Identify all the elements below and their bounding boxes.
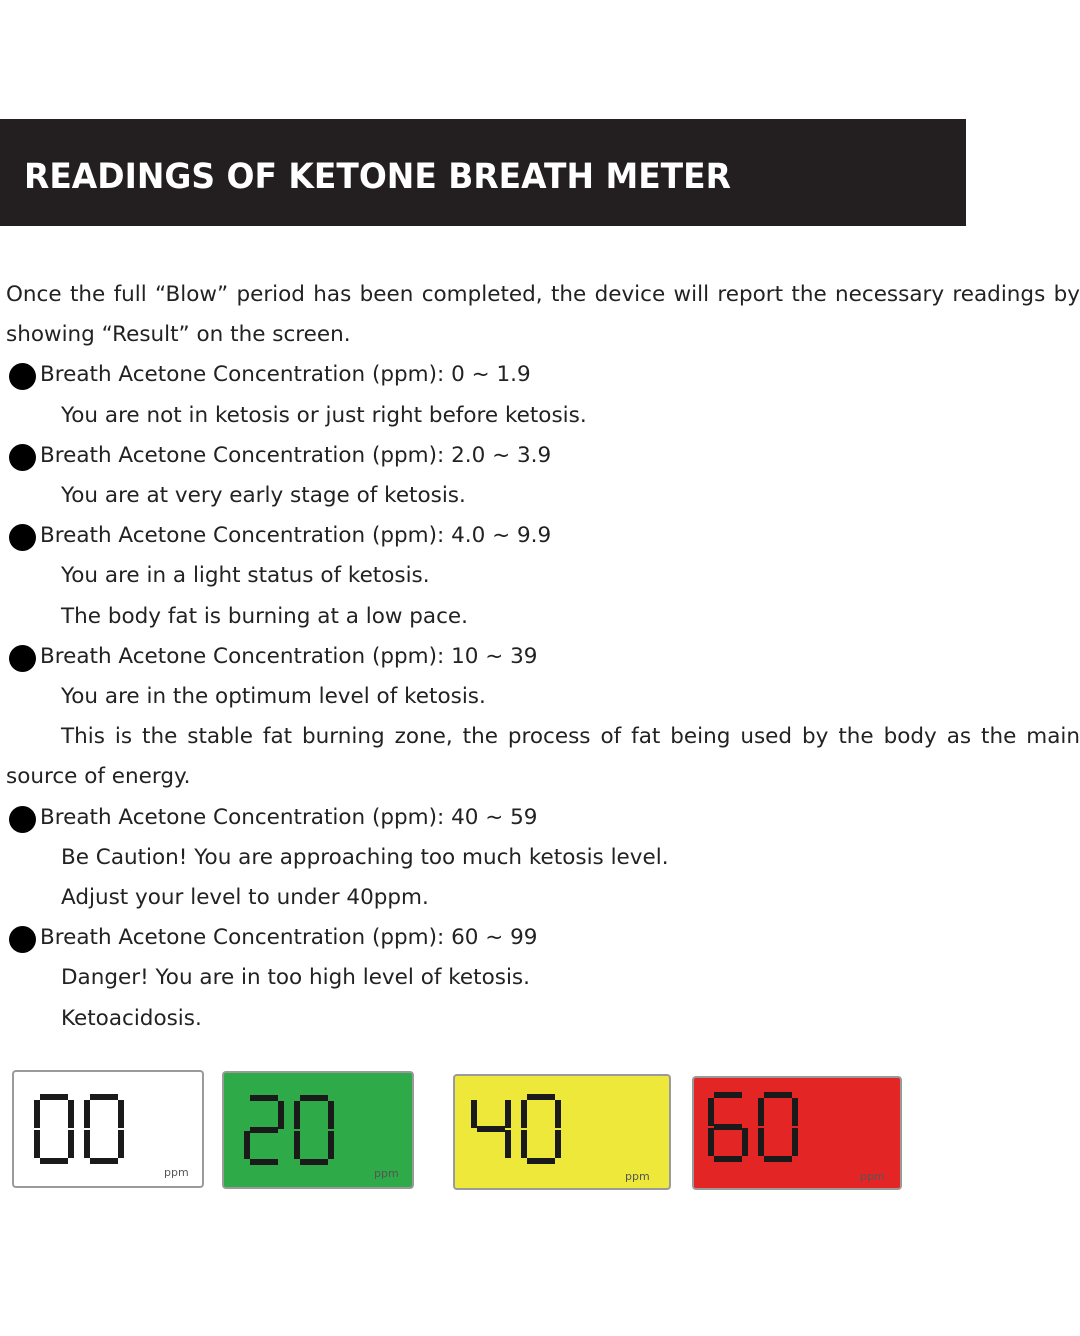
digit-segment [300,1159,328,1165]
digit-segment [714,1124,742,1130]
bullet-icon [9,363,36,390]
reading-range-4 [6,798,1080,838]
bullet-icon [9,926,36,953]
digit-segment [555,1100,561,1128]
meter-displays [0,1066,1080,1196]
digit-segment [714,1156,742,1162]
meter-display-00 [12,1070,204,1188]
digit-segment [555,1130,561,1158]
digit-segment [118,1100,124,1128]
reading-label: Breath Acetone Concentration (ppm): 10 ~ 39 [40,643,538,669]
unit-label: ppm [860,1170,885,1183]
bullet-icon [9,645,36,672]
meter-digits-40 [471,1094,591,1174]
unit-label: ppm [625,1170,650,1183]
meter-digits-60 [708,1092,828,1172]
meter-digits-00 [34,1094,154,1174]
digit-segment [34,1130,40,1158]
reading-description: You are in a light status of ketosis. [61,563,430,589]
bullet-icon [9,806,36,833]
digit-segment [278,1101,284,1129]
digit-segment [708,1128,714,1156]
page-title: READINGS OF KETONE BREATH METER [24,157,731,197]
reading-range-5 [6,918,1080,958]
digit-segment [758,1098,764,1126]
unit-label: ppm [374,1167,399,1180]
intro-line-1: Once the full “Blow” period has been completed, the device will report the necessary readings by [6,282,1080,307]
reading-description: Danger! You are in too high level of ketosis. [61,965,530,991]
digit-segment [521,1130,527,1158]
reading-description: The body fat is burning at a low pace. [61,603,468,629]
bullet-icon [9,524,36,551]
digit-segment [294,1131,300,1159]
digit-segment [792,1098,798,1126]
digit-segment [40,1158,68,1164]
digit-segment [328,1131,334,1159]
reading-label: Breath Acetone Concentration (ppm): 4.0 ~ 9.9 [40,523,552,549]
title-banner [0,119,966,226]
reading-description: Be Caution! You are approaching too much ketosis level. [61,844,669,870]
digit-segment [300,1095,328,1101]
digit-segment [68,1100,74,1128]
digit-segment [84,1130,90,1158]
digit-segment [714,1092,742,1098]
digit-segment [250,1159,278,1165]
digit-segment [708,1098,714,1126]
reading-description: You are in the optimum level of ketosis. [61,684,486,710]
digit-segment [527,1094,555,1100]
digit-segment [90,1158,118,1164]
digit-segment [328,1101,334,1129]
digit-segment [250,1127,278,1133]
digit-segment [742,1128,748,1156]
digit-segment [505,1100,511,1128]
digit-segment [250,1095,278,1101]
meter-display-20 [222,1071,414,1189]
reading-range-2 [6,516,1080,556]
digit-segment [40,1094,68,1100]
bullet-icon [9,444,36,471]
digit-segment [84,1100,90,1128]
digit-segment [118,1130,124,1158]
digit-segment [758,1128,764,1156]
reading-range-1 [6,436,1080,476]
reading-range-3 [6,637,1080,677]
reading-label: Breath Acetone Concentration (ppm): 0 ~ 1.9 [40,362,531,388]
reading-description: source of energy. [6,764,191,790]
digit-segment [477,1126,505,1132]
reading-range-0 [6,355,1080,395]
instructions-body [6,275,1080,1039]
digit-segment [294,1101,300,1129]
meter-display-60 [692,1076,902,1190]
unit-label: ppm [164,1166,189,1179]
reading-label: Breath Acetone Concentration (ppm): 2.0 ~ 3.9 [40,442,552,468]
digit-segment [244,1131,250,1159]
intro-line-2: showing “Result” on the screen. [6,322,351,348]
digit-segment [521,1100,527,1128]
reading-description: You are at very early stage of ketosis. [61,483,466,509]
digit-segment [764,1156,792,1162]
digit-segment [764,1092,792,1098]
digit-segment [527,1158,555,1164]
digit-segment [34,1100,40,1128]
digit-segment [471,1100,477,1128]
reading-label: Breath Acetone Concentration (ppm): 60 ~ 99 [40,925,538,951]
meter-display-40 [453,1074,671,1190]
reading-description: Ketoacidosis. [61,1005,202,1031]
digit-segment [792,1128,798,1156]
reading-description: Adjust your level to under 40ppm. [61,885,429,911]
reading-description: You are not in ketosis or just right before ketosis. [61,402,587,428]
reading-label: Breath Acetone Concentration (ppm): 40 ~ 59 [40,804,538,830]
digit-segment [90,1094,118,1100]
meter-digits-20 [244,1095,364,1175]
digit-segment [505,1130,511,1158]
digit-segment [68,1130,74,1158]
reading-description: This is the stable fat burning zone, the process of fat being used by the body as the main [61,724,1080,750]
